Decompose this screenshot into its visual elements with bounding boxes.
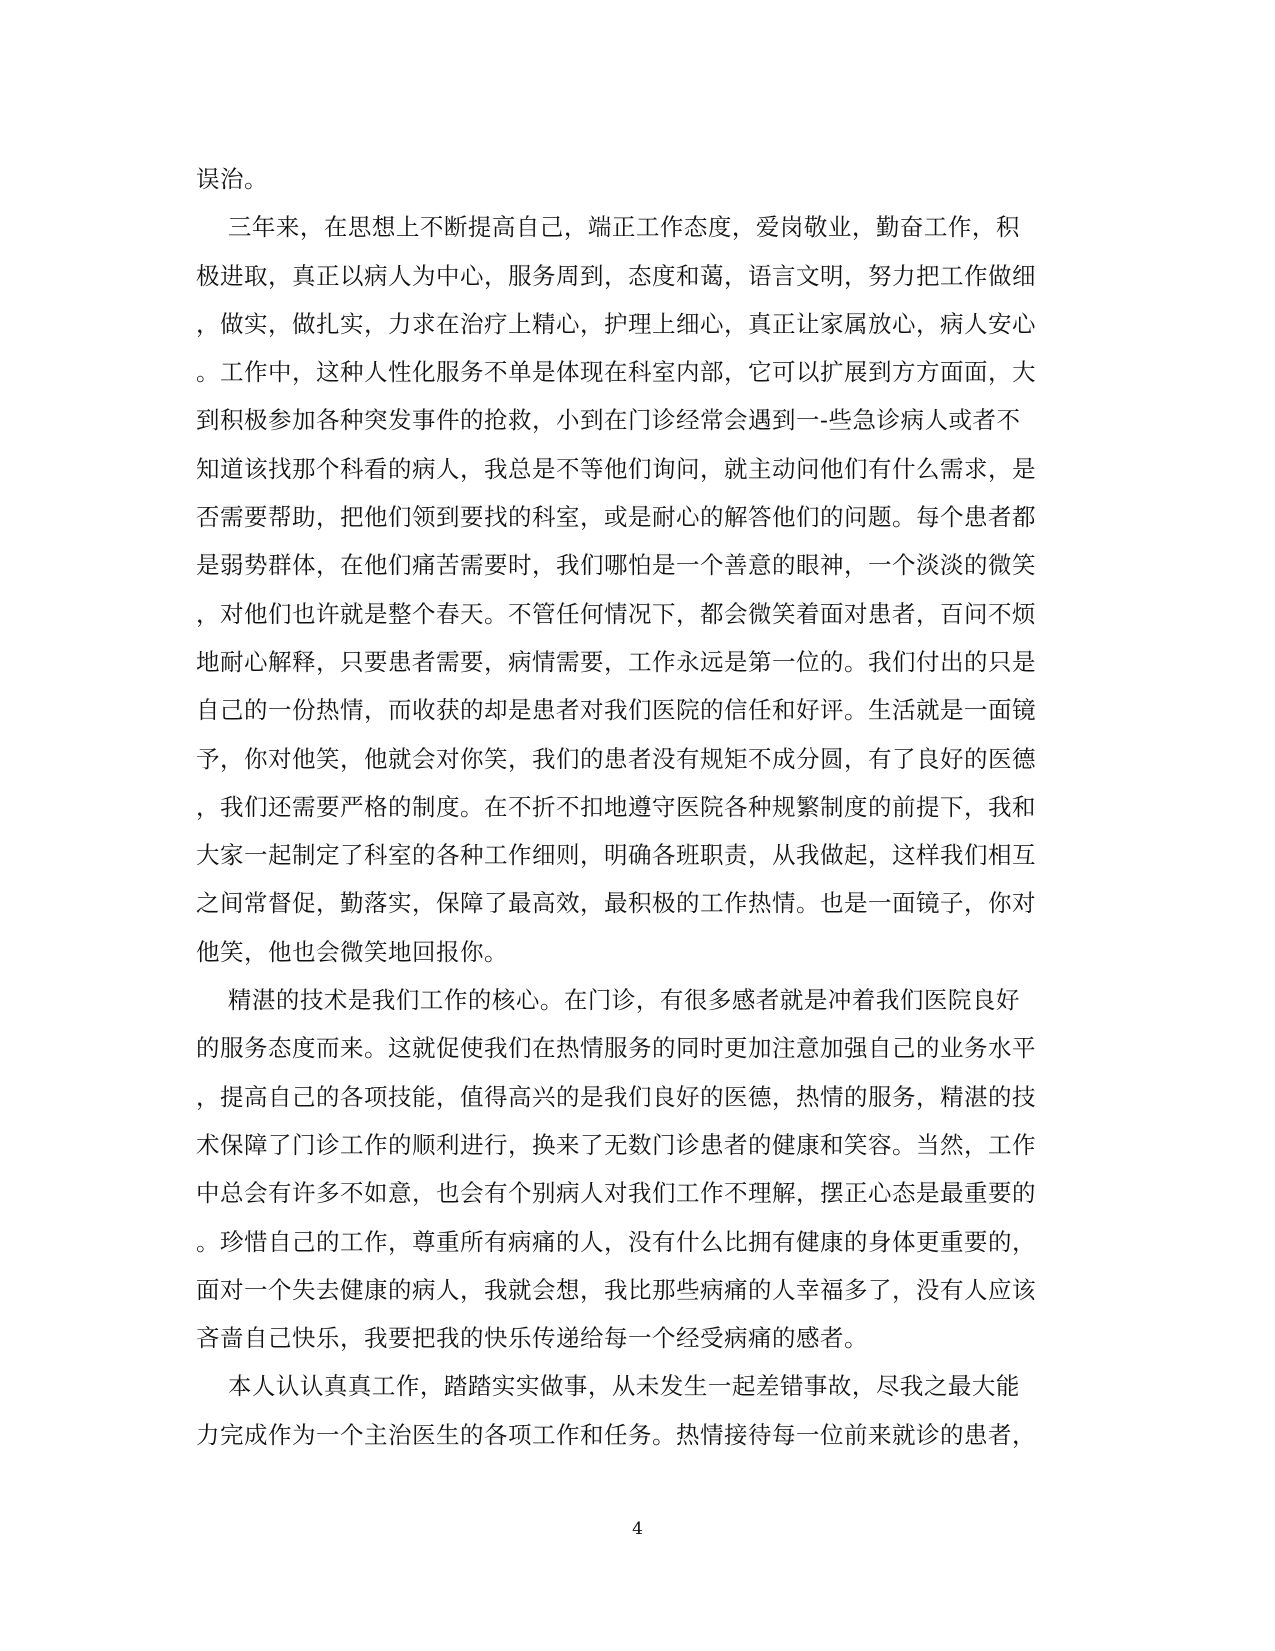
text-line: ，我们还需要严格的制度。在不折不扣地遵守医院各种规繁制度的前提下，我和 [196,792,1036,821]
text-line: ，对他们也许就是整个春天。不管任何情况下，都会微笑着面对患者，百问不烦 [196,599,1036,628]
text-line: 精湛的技术是我们工作的核心。在门诊，有很多感者就是冲着我们医院良好 [196,986,1020,1015]
text-line: 的服务态度而来。这就促使我们在热情服务的同时更加注意加强自己的业务水平 [196,1034,1036,1063]
text-line: 面对一个失去健康的病人，我就会想，我比那些病痛的人幸福多了，没有人应该 [196,1275,1036,1304]
text-line: 术保障了门诊工作的顺利进行，换来了无数门诊患者的健康和笑容。当然，工作 [196,1130,1036,1159]
text-line: 他笑，他也会微笑地回报你。 [196,937,508,966]
body-text [196,155,1076,1459]
text-line: 。工作中，这种人性化服务不单是体现在科室内部，它可以扩展到方方面面，大 [196,358,1036,387]
text-line: 自己的一份热情，而收获的却是患者对我们医院的信任和好评。生活就是一面镜 [196,696,1036,725]
text-line: ，提高自己的各项技能，值得高兴的是我们良好的医德，热情的服务，精湛的技 [196,1082,1036,1111]
text-line: 予，你对他笑，他就会对你笑，我们的患者没有规矩不成分圆，有了良好的医德 [196,744,1036,773]
text-line: 大家一起制定了科室的各种工作细则，明确各班职责，从我做起，这样我们相互 [196,841,1036,870]
text-line: 极进取，真正以病人为中心，服务周到，态度和蔼，语言文明，努力把工作做细 [196,261,1036,290]
text-line: 。珍惜自己的工作，尊重所有病痛的人，没有什么比拥有健康的身体更重要的， [196,1227,1036,1256]
page-number: 4 [632,1519,643,1539]
text-line: ，做实，做扎实，力求在治疗上精心，护理上细心，真正让家属放心，病人安心 [196,309,1036,338]
text-line: 力完成作为一个主治医生的各项工作和任务。热情接待每一位前来就诊的患者， [196,1420,1036,1449]
text-line: 三年来，在思想上不断提高自己，端正工作态度，爱岗敬业，勤奋工作，积 [196,213,1020,242]
text-line: 吝啬自己快乐，我要把我的快乐传递给每一个经受病痛的感者。 [196,1324,868,1353]
text-line: 否需要帮助，把他们领到要找的科室，或是耐心的解答他们的问题。每个患者都 [196,503,1036,532]
text-line: 是弱势群体，在他们痛苦需要时，我们哪怕是一个善意的眼神，一个淡淡的微笑 [196,551,1036,580]
text-line: 本人认认真真工作，踏踏实实做事，从未发生一起差错事故，尽我之最大能 [196,1372,1020,1401]
text-line: 地耐心解释，只要患者需要，病情需要，工作永远是第一位的。我们付出的只是 [196,647,1036,676]
text-line: 到积极参加各种突发事件的抢救，小到在门诊经常会遇到一-些急诊病人或者不 [196,406,1021,435]
text-line: 知道该找那个科看的病人，我总是不等他们询问，就主动问他们有什么需求，是 [196,454,1036,483]
text-line: 之间常督促，勤落实，保障了最高效，最积极的工作热情。也是一面镜子，你对 [196,889,1036,918]
text-line: 中总会有许多不如意，也会有个别病人对我们工作不理解，摆正心态是最重要的 [196,1179,1036,1208]
text-line: 误治。 [196,165,268,193]
